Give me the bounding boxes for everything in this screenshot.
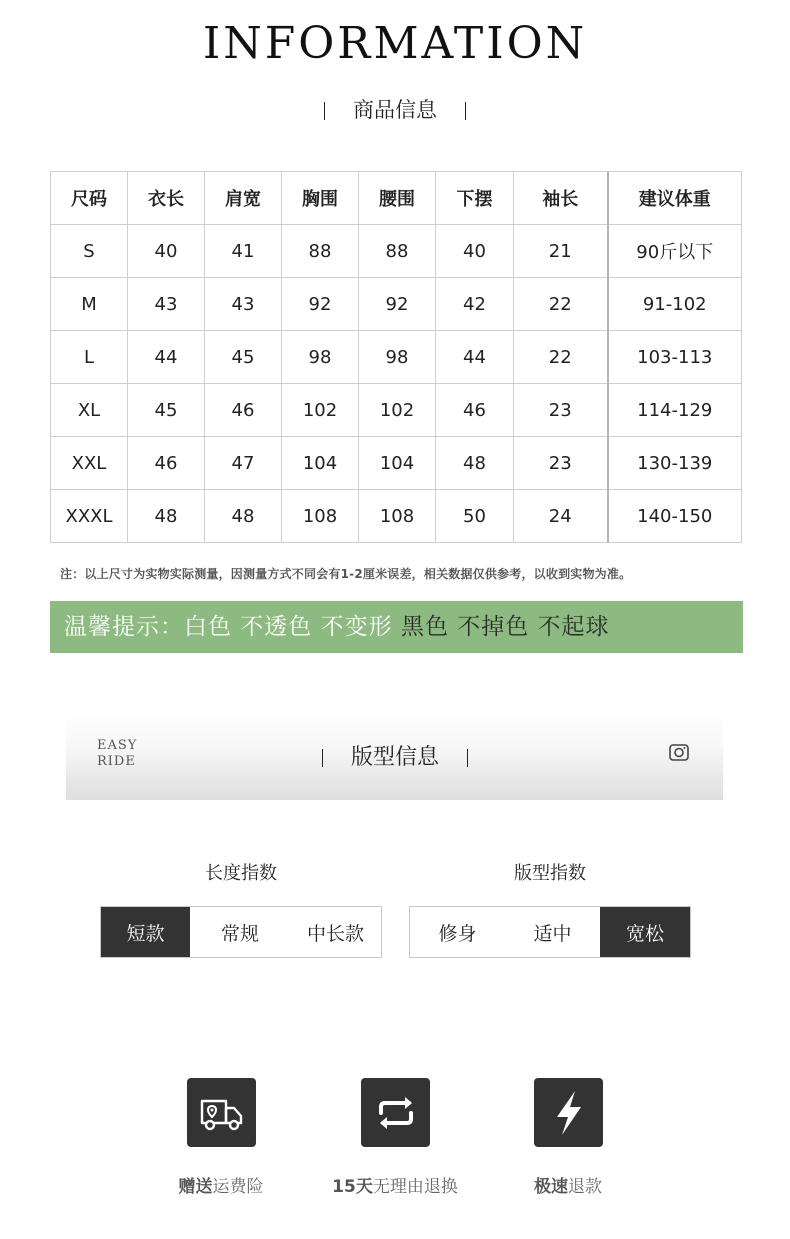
table-cell: 104 [282, 437, 359, 490]
table-cell: 43 [128, 278, 205, 331]
table-cell: 98 [359, 331, 436, 384]
table-row [51, 437, 742, 490]
length-option-midlong[interactable]: 中长款 [306, 922, 364, 945]
table-cell: 23 [514, 384, 608, 437]
divider-left [322, 749, 323, 767]
table-cell: 92 [359, 278, 436, 331]
table-cell: 92 [282, 278, 359, 331]
header-cell: 下摆 [436, 172, 514, 225]
table-cell: 45 [128, 384, 205, 437]
header-cell: 建议体重 [608, 172, 742, 225]
table-row [51, 331, 742, 384]
table-cell: 22 [514, 331, 608, 384]
lightning-icon [534, 1078, 603, 1147]
divider-right [467, 749, 468, 767]
table-cell: 91-102 [608, 278, 742, 331]
table-cell: 90斤以下 [608, 225, 742, 278]
care-tip-banner [50, 601, 743, 653]
header-cell: 尺码 [51, 172, 128, 225]
table-cell: M [51, 278, 128, 331]
tip-prefix: 温馨提示： [64, 614, 184, 640]
table-cell: 102 [282, 384, 359, 437]
table-cell: XL [51, 384, 128, 437]
table-cell: 43 [205, 278, 282, 331]
table-cell: 22 [514, 278, 608, 331]
product-info-heading [0, 94, 790, 124]
fit-option-regular[interactable]: 适中 [533, 922, 572, 945]
header-cell: 衣长 [128, 172, 205, 225]
table-cell: S [51, 225, 128, 278]
table-row [51, 384, 742, 437]
table-row [51, 225, 742, 278]
table-cell: 48 [205, 490, 282, 543]
header-cell: 肩宽 [205, 172, 282, 225]
table-cell: 46 [128, 437, 205, 490]
table-row [51, 490, 742, 543]
table-cell: 104 [359, 437, 436, 490]
service-label-fast-refund [468, 1172, 668, 1197]
fit-option-loose[interactable]: 宽松 [600, 907, 690, 957]
table-header-row [51, 172, 742, 225]
table-cell: 48 [128, 490, 205, 543]
table-cell: 40 [128, 225, 205, 278]
tip-black-text: 黑色 不掉色 不起球 [400, 614, 610, 640]
brand-line-2: RIDE [97, 754, 136, 769]
table-cell: 47 [205, 437, 282, 490]
fit-option-slim[interactable]: 修身 [438, 922, 477, 945]
table-cell: 46 [436, 384, 514, 437]
table-cell: 50 [436, 490, 514, 543]
fit-index-selector [409, 906, 691, 958]
table-cell: XXXL [51, 490, 128, 543]
service-label-free-return [295, 1172, 495, 1197]
length-option-regular[interactable]: 常规 [220, 922, 259, 945]
product-info-label: 商品信息 [353, 98, 437, 122]
service-rest-text: 无理由退换 [372, 1177, 458, 1197]
table-cell: 45 [205, 331, 282, 384]
service-rest-text: 运费险 [212, 1177, 264, 1197]
table-cell: 88 [359, 225, 436, 278]
service-bold-text: 极速 [534, 1177, 568, 1197]
table-cell: 44 [128, 331, 205, 384]
table-cell: 46 [205, 384, 282, 437]
table-cell: 108 [282, 490, 359, 543]
table-cell: 41 [205, 225, 282, 278]
table-cell: 88 [282, 225, 359, 278]
header-cell: 腰围 [359, 172, 436, 225]
exchange-arrows-icon [361, 1078, 430, 1147]
header-cell: 袖长 [514, 172, 608, 225]
table-cell: 130-139 [608, 437, 742, 490]
length-index-selector [100, 906, 382, 958]
delivery-truck-icon [187, 1078, 256, 1147]
size-chart-table [50, 171, 742, 543]
table-cell: 40 [436, 225, 514, 278]
measurement-note: 注：以上尺寸为实物实际测量，因测量方式不同会有1-2厘米误差，相关数据仅供参考，以收到实物为准。 [60, 567, 632, 581]
table-cell: 98 [282, 331, 359, 384]
camera-icon [668, 741, 690, 763]
table-cell: 140-150 [608, 490, 742, 543]
brand-line-1: EASY [97, 738, 138, 753]
information-title: INFORMATION [202, 18, 588, 69]
length-option-short[interactable]: 短款 [101, 907, 190, 957]
table-cell: 103-113 [608, 331, 742, 384]
header-cell: 胸围 [282, 172, 359, 225]
service-rest-text: 退款 [568, 1177, 602, 1197]
length-index-label: 长度指数 [205, 863, 277, 884]
table-cell: 21 [514, 225, 608, 278]
service-bold-text: 15天 [332, 1177, 373, 1197]
table-cell: XXL [51, 437, 128, 490]
divider-left [324, 102, 325, 120]
table-cell: 108 [359, 490, 436, 543]
table-cell: 48 [436, 437, 514, 490]
table-cell: 114-129 [608, 384, 742, 437]
table-row [51, 278, 742, 331]
table-cell: 24 [514, 490, 608, 543]
table-cell: 23 [514, 437, 608, 490]
tip-white-text: 白色 不透色 不变形 [184, 614, 393, 640]
fit-index-label: 版型指数 [514, 863, 586, 884]
table-cell: 42 [436, 278, 514, 331]
divider-right [465, 102, 466, 120]
table-cell: 102 [359, 384, 436, 437]
fit-info-label: 版型信息 [350, 745, 439, 770]
service-label-shipping-insurance [121, 1172, 321, 1197]
service-bold-text: 赠送 [178, 1177, 213, 1197]
table-cell: 44 [436, 331, 514, 384]
table-cell: L [51, 331, 128, 384]
